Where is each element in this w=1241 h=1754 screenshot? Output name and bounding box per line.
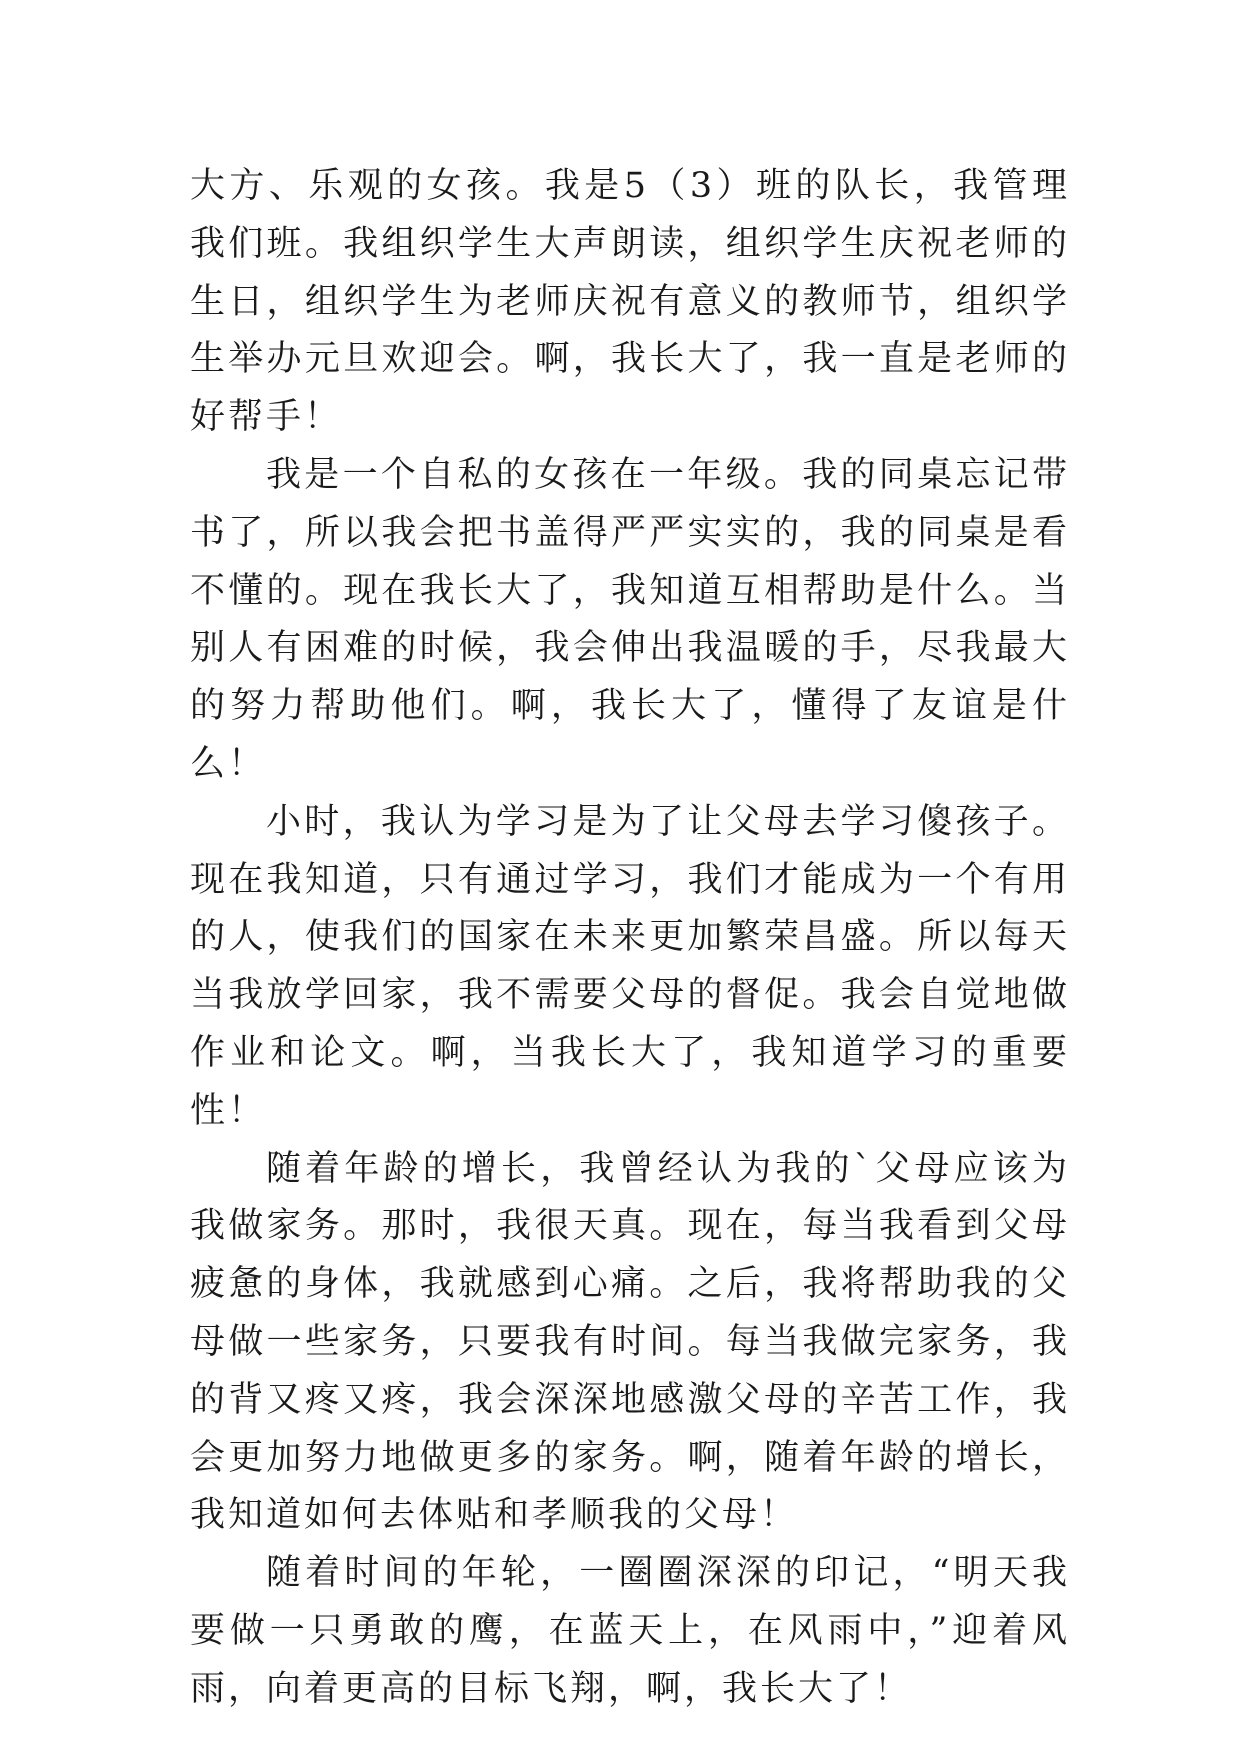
- paragraph-3: 小时，我认为学习是为了让父母去学习傻孩子。现在我知道，只有通过学习，我们才能成为一个有用的人，使我们的国家在未来更加繁荣昌盛。所以每天当我放学回家，我不需要父母的督促。我会自觉地做作业和论文。啊，当我长大了，我知道学习的重要性！: [190, 801, 1070, 1131]
- paragraph-2: 我是一个自私的女孩在一年级。我的同桌忘记带书了，所以我会把书盖得严严实实的，我的同桌是看不懂的。现在我长大了，我知道互相帮助是什么。当别人有困难的时候，我会伸出我温暖的手，尽我最大的努力帮助他们。啊，我长大了，懂得了友谊是什么！: [190, 454, 1070, 784]
- paragraph-4: 随着年龄的增长，我曾经认为我的`父母应该为我做家务。那时，我很天真。现在，每当我看到父母疲惫的身体，我就感到心痛。之后，我将帮助我的父母做一些家务，只要我有时间。每当我做完家务，我的背又疼又疼，我会深深地感激父母的辛苦工作，我会更加努力地做更多的家务。啊，随着年龄的增长，我知道如何去体贴和孝顺我的父母！: [190, 1148, 1070, 1536]
- paragraph-5: 随着时间的年轮，一圈圈深深的印记，“明天我要做一只勇敢的鹰，在蓝天上，在风雨中，”迎着风雨，向着更高的目标飞翔，啊，我长大了！: [190, 1553, 1070, 1709]
- paragraph-1: 大方、乐观的女孩。我是5（3）班的队长，我管理我们班。我组织学生大声朗读，组织学生庆祝老师的生日，组织学生为老师庆祝有意义的教师节，组织学生举办元旦欢迎会。啊，我长大了，我一直是老师的好帮手！: [190, 166, 1070, 438]
- document-body: [190, 158, 1070, 1719]
